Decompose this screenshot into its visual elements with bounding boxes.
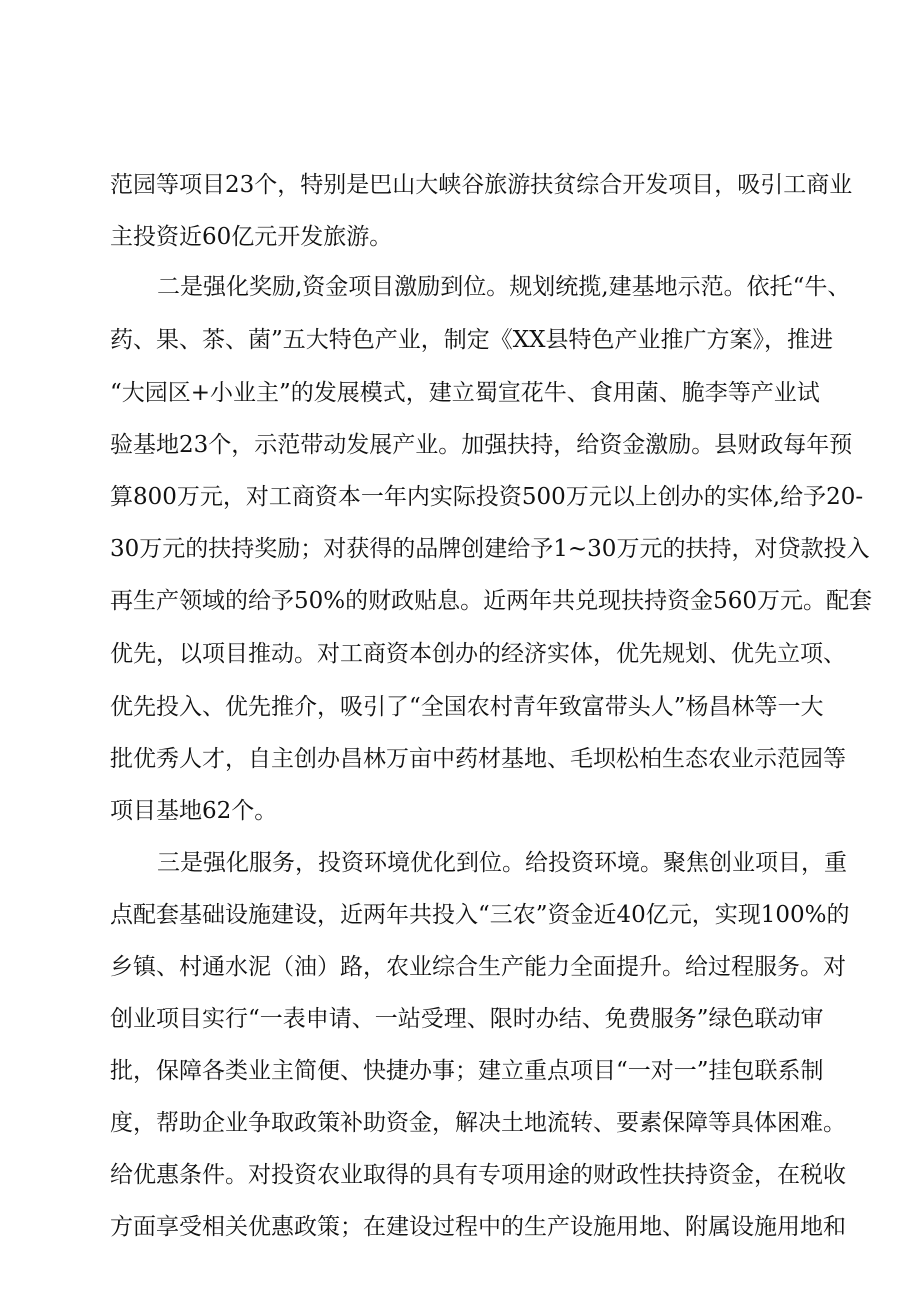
text-line-15: 点配套基础设施建设，近两年共投入“三农”资金近40亿元，实现100%的: [110, 902, 850, 928]
text-line-6: 验基地23个，示范带动发展产业。加强扶持，给资金激励。县财政每年预: [110, 432, 853, 458]
text-line-21: 方面享受相关优惠政策；在建设过程中的生产设施用地、附属设施用地和: [110, 1214, 846, 1240]
text-line-3: 二是强化奖励,资金项目激励到位。规划统揽,建基地示范。依托“牛、: [157, 274, 851, 300]
text-line-10: 优先，以项目推动。对工商资本创办的经济实体，优先规划、优先立项、: [110, 641, 846, 667]
text-line-20: 给优惠条件。对投资农业取得的具有专项用途的财政性扶持资金，在税收: [110, 1162, 846, 1188]
text-line-19: 度，帮助企业争取政策补助资金，解决土地流转、要素保障等具体困难。: [110, 1110, 846, 1136]
text-line-13: 项目基地62个。: [110, 798, 278, 824]
text-line-12: 批优秀人才，自主创办昌林万亩中药材基地、毛坝松柏生态农业示范园等: [110, 746, 846, 772]
text-line-14: 三是强化服务，投资环境优化到位。给投资环境。聚焦创业项目，重: [157, 850, 847, 876]
text-line-2: 主投资近60亿元开发旅游。: [110, 224, 393, 250]
text-line-5: “大园区+小业主”的发展模式，建立蜀宣花牛、食用菌、脆李等产业试: [110, 380, 820, 406]
text-line-4: 药、果、茶、菌”五大特色产业，制定《XX县特色产业推广方案》，推进: [110, 327, 834, 353]
text-line-8: 30万元的扶持奖励；对获得的品牌创建给予1~30万元的扶持，对贷款投入: [110, 536, 870, 562]
text-line-7: 算800万元，对工商资本一年内实际投资500万元以上创办的实体,给予20-: [110, 484, 864, 510]
text-line-16: 乡镇、村通水泥（油）路，农业综合生产能力全面提升。给过程服务。对: [110, 954, 846, 980]
text-line-9: 再生产领域的给予50%的财政贴息。近两年共兑现扶持资金560万元。配套: [110, 588, 873, 614]
text-line-11: 优先投入、优先推介，吸引了“全国农村青年致富带头人”杨昌林等一大: [110, 694, 824, 720]
text-line-1: 范园等项目23个，特别是巴山大峡谷旅游扶贫综合开发项目，吸引工商业: [110, 172, 853, 198]
text-line-17: 创业项目实行“一表申请、一站受理、限时办结、免费服务”绿色联动审: [110, 1006, 824, 1032]
text-line-18: 批，保障各类业主简便、快捷办事；建立重点项目“一对一”挂包联系制: [110, 1058, 824, 1084]
